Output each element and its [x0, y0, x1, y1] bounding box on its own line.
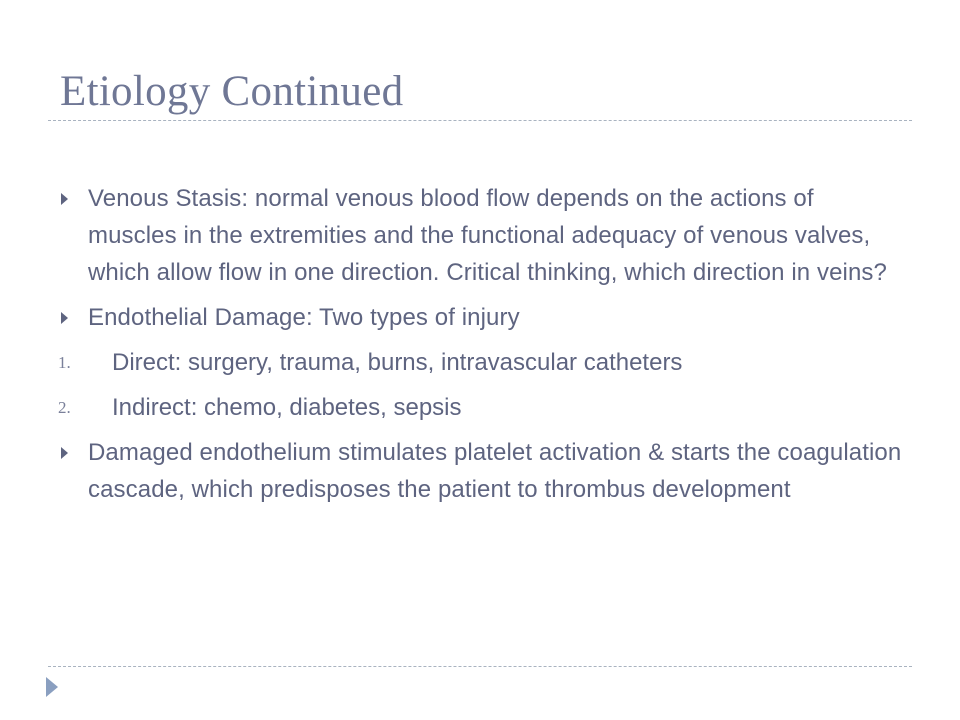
bullet-text: Venous Stasis: normal venous blood flow depends on the actions of muscles in the extremities and the functional adequacy of venous valves, which allow flow in one direction. Critical thinking, which direction in veins?: [88, 185, 887, 286]
numbered-text: Direct: surgery, trauma, burns, intravascular catheters: [112, 349, 683, 376]
title-divider: [48, 120, 912, 121]
numbered-item-indirect: [58, 389, 908, 426]
number-label: 1.: [58, 353, 71, 372]
numbered-item-direct: [58, 344, 908, 381]
bullet-text: Endothelial Damage: Two types of injury: [88, 304, 520, 331]
slide-title: Etiology Continued: [60, 68, 404, 115]
bullet-item-endothelial-damage: [58, 299, 908, 336]
right-triangle-icon: [61, 312, 68, 324]
right-triangle-icon: [61, 193, 68, 205]
bullet-item-venous-stasis: [58, 180, 908, 291]
right-triangle-icon: [61, 447, 68, 459]
bullet-list: [58, 180, 908, 516]
footer-triangle-icon: [46, 677, 58, 697]
number-label: 2.: [58, 398, 71, 417]
numbered-text: Indirect: chemo, diabetes, sepsis: [112, 394, 462, 421]
bullet-text: Damaged endothelium stimulates platelet activation & starts the coagulation cascade, which predisposes the patient to thrombus development: [88, 439, 902, 503]
bullet-item-damaged-endothelium: [58, 434, 908, 508]
footer-divider: [48, 666, 912, 667]
